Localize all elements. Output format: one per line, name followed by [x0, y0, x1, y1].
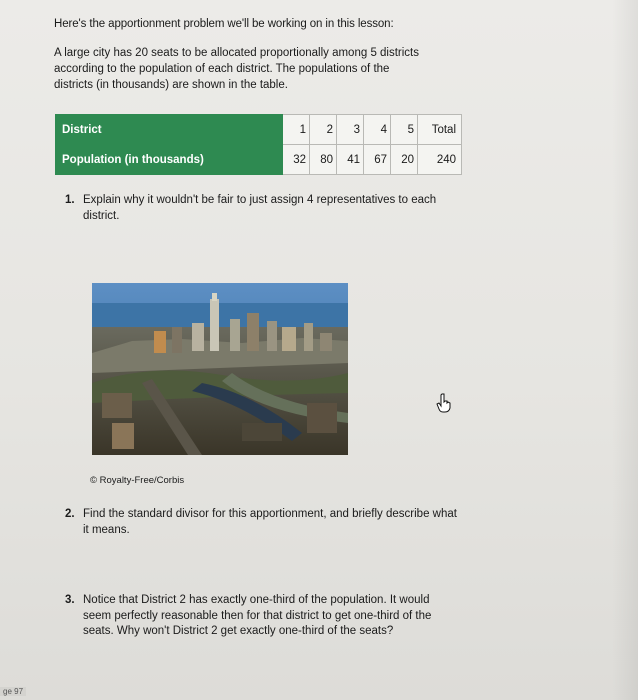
intro-text: Here's the apportionment problem we'll be working on in this lesson: [54, 18, 394, 30]
population-cell: 80 [310, 145, 337, 175]
paragraph-line: districts (in thousands) are shown in the table. [54, 79, 288, 91]
question-1 [65, 193, 515, 227]
problem-paragraph [54, 45, 494, 93]
district-cell: 1 [283, 115, 310, 145]
district-cell: 3 [337, 115, 364, 145]
population-cell: 20 [391, 145, 418, 175]
population-cell: 67 [364, 145, 391, 175]
city-skyline-illustration [92, 283, 348, 455]
district-cell: 4 [364, 115, 391, 145]
district-cell: 5 [391, 115, 418, 145]
question-line: seats. Why won't District 2 get exactly one-third of the seats? [83, 625, 394, 637]
hand-pointer-icon [436, 393, 452, 413]
district-header: District [56, 115, 283, 145]
question-line: seem perfectly reasonable then for that district to get one-third of the [83, 609, 432, 622]
population-cell: 41 [337, 145, 364, 175]
population-table [55, 114, 462, 175]
city-skyline-image [92, 283, 348, 455]
photo-caption: © Royalty-Free/Corbis [90, 475, 185, 486]
paragraph-line: A large city has 20 seats to be allocated proportionally among 5 districts [54, 47, 420, 59]
question-number: 1. [65, 194, 75, 206]
population-header: Population (in thousands) [56, 145, 283, 175]
population-cell: 32 [283, 145, 310, 175]
district-cell: 2 [310, 115, 337, 145]
district-row [56, 115, 462, 145]
question-number: 3. [65, 594, 75, 606]
question-line: district. [83, 209, 120, 222]
district-total-header: Total [418, 115, 462, 145]
question-line: Notice that District 2 has exactly one-third of the population. It would [83, 594, 430, 606]
question-line: Explain why it wouldn't be fair to just assign 4 representatives to each [83, 194, 437, 206]
question-line: it means. [83, 523, 130, 536]
page-number: ge 97 [0, 687, 26, 696]
question-line: Find the standard divisor for this apportionment, and briefly describe what [83, 508, 457, 520]
population-row [56, 145, 462, 175]
population-total-cell: 240 [418, 145, 462, 175]
question-2 [65, 507, 515, 541]
question-3 [65, 593, 515, 643]
question-number: 2. [65, 508, 75, 520]
paragraph-line: according to the population of each district. The populations of the [54, 63, 390, 75]
